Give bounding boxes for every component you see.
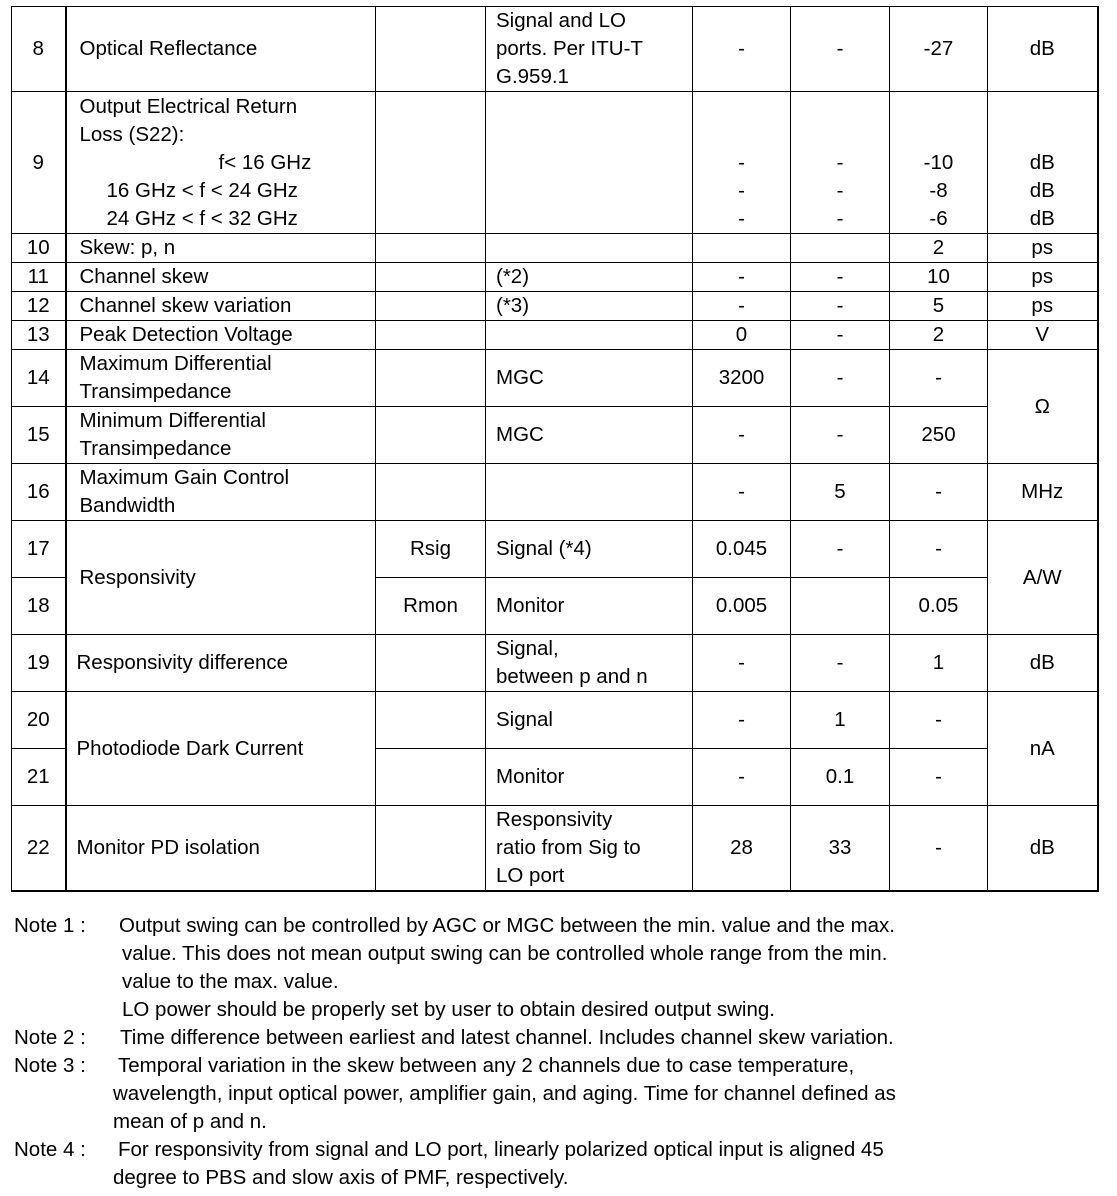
typ-value: - [791,263,890,292]
unit: dB [988,7,1098,92]
max-value: 10 [890,263,988,292]
table-row [12,635,1098,692]
parameter-name: Peak Detection Voltage [66,321,376,350]
symbol [376,321,486,350]
typ-value [791,234,890,263]
row-number: 22 [12,806,66,892]
symbol [376,692,486,749]
unit: dB dB dB [988,92,1098,234]
max-value: - [890,350,988,407]
unit: V [988,321,1098,350]
typ-value: 5 [791,464,890,521]
unit: MHz [988,464,1098,521]
row-number: 19 [12,635,66,692]
max-value: 250 [890,407,988,464]
unit: nA [988,692,1098,806]
condition: Signal (*4) [486,521,693,578]
frequency-range: 16 GHz < f < 24 GHz [106,178,298,202]
max-value: - [890,749,988,806]
symbol [376,92,486,234]
table-row [12,321,1098,350]
symbol: Rmon [376,578,486,635]
symbol [376,635,486,692]
table-row [12,521,1098,578]
table-row [12,806,1098,892]
min-value: - [693,263,791,292]
row-number: 8 [12,7,66,92]
parameter-name: Channel skew [66,263,376,292]
max-value: - [890,806,988,892]
typ-value: - [791,521,890,578]
typ-value: 33 [791,806,890,892]
row-number: 16 [12,464,66,521]
typ-value: - [791,635,890,692]
unit: ps [988,263,1098,292]
condition: Signal [486,692,693,749]
note-4: Note 4 : For responsivity from signal and LO port, linearly polarized optical input is aligned 45 degree to PBS and slow axis of PMF, respectively. [14,1138,884,1189]
condition: Responsivity ratio from Sig to LO port [486,806,693,892]
min-value: 3200 [693,350,791,407]
min-value: - [693,464,791,521]
frequency-range: 24 GHz < f < 32 GHz [106,206,298,230]
notes-section [14,912,896,1192]
row-number: 14 [12,350,66,407]
condition: MGC [486,407,693,464]
frequency-range: f< 16 GHz [218,150,312,174]
min-value: - [693,7,791,92]
max-value: - [890,521,988,578]
symbol [376,292,486,321]
row-number: 18 [12,578,66,635]
typ-value: - - - [791,92,890,234]
symbol [376,234,486,263]
condition [486,234,693,263]
parameter-name: Photodiode Dark Current [66,692,376,806]
min-value: - [693,692,791,749]
max-value: 2 [890,234,988,263]
parameter-name: Minimum Differential Transimpedance [66,407,376,464]
condition: (*2) [486,263,693,292]
note-3: Note 3 : Temporal variation in the skew between any 2 channels due to case temperature, wavelength, input optical power, amplifier gain, and aging. Time for channel defined as mean of p and n. [14,1054,896,1133]
symbol [376,749,486,806]
table-row [12,234,1098,263]
unit: ps [988,234,1098,263]
row-number: 10 [12,234,66,263]
parameter-name: Skew: p, n [66,234,376,263]
parameter-name: Output Electrical Return Loss (S22): f< 16 GHz 16 GHz < f < 24 GHz 24 GHz < f < 32 GHz [66,92,376,234]
table-row [12,263,1098,292]
max-value: -27 [890,7,988,92]
typ-value: - [791,321,890,350]
max-value: 1 [890,635,988,692]
parameter-name: Monitor PD isolation [66,806,376,892]
condition [486,464,693,521]
symbol [376,806,486,892]
min-value: - [693,407,791,464]
typ-value: - [791,292,890,321]
symbol [376,350,486,407]
condition [486,321,693,350]
row-number: 11 [12,263,66,292]
parameter-name: Maximum Differential Transimpedance [66,350,376,407]
note-2: Note 2 : Time difference between earliest and latest channel. Includes channel skew variation. [14,1024,896,1052]
condition: (*3) [486,292,693,321]
row-number: 17 [12,521,66,578]
parameter-name: Maximum Gain Control Bandwidth [66,464,376,521]
condition: Monitor [486,578,693,635]
unit: ps [988,292,1098,321]
row-number: 13 [12,321,66,350]
min-value: - [693,635,791,692]
condition: Signal and LO ports. Per ITU-T G.959.1 [486,7,693,92]
symbol: Rsig [376,521,486,578]
min-value: 0 [693,321,791,350]
row-number: 15 [12,407,66,464]
typ-value: - [791,350,890,407]
symbol [376,263,486,292]
unit: dB [988,806,1098,892]
min-value: - [693,292,791,321]
table-row [12,464,1098,521]
row-number: 9 [12,92,66,234]
typ-value: - [791,7,890,92]
min-value: 0.005 [693,578,791,635]
max-value: - [890,692,988,749]
typ-value [791,578,890,635]
symbol [376,7,486,92]
table-row [12,407,1098,464]
min-value [693,234,791,263]
max-value: - [890,464,988,521]
max-value: -10 -8 -6 [890,92,988,234]
spec-table [11,6,1099,892]
row-number: 21 [12,749,66,806]
symbol [376,407,486,464]
unit: A/W [988,521,1098,635]
table-row [12,350,1098,407]
condition: Monitor [486,749,693,806]
row-number: 12 [12,292,66,321]
typ-value: 1 [791,692,890,749]
min-value: - - - [693,92,791,234]
parameter-name: Channel skew variation [66,292,376,321]
max-value: 5 [890,292,988,321]
note-label: Note 2 : [14,1026,86,1049]
table-row [12,92,1098,234]
table-row [12,7,1098,92]
max-value: 0.05 [890,578,988,635]
condition [486,92,693,234]
min-value: 28 [693,806,791,892]
unit: dB [988,635,1098,692]
condition: Signal, between p and n [486,635,693,692]
parameter-name: Responsivity difference [66,635,376,692]
note-1: Note 1 : Output swing can be controlled by AGC or MGC between the min. value and the max. value. This does not mean output swing can be controlled whole range from the min. value to the max. value. LO power should be properly set by user to obtain desired output swing. [14,914,895,1021]
parameter-name: Responsivity [66,521,376,635]
max-value: 2 [890,321,988,350]
row-number: 20 [12,692,66,749]
typ-value: 0.1 [791,749,890,806]
table-row [12,692,1098,749]
typ-value: - [791,407,890,464]
min-value: 0.045 [693,521,791,578]
table-row [12,292,1098,321]
parameter-name: Optical Reflectance [66,7,376,92]
unit: Ω [988,350,1098,464]
note-label: Note 1 : [14,914,86,937]
symbol [376,464,486,521]
note-label: Note 3 : [14,1054,86,1077]
min-value: - [693,749,791,806]
note-label: Note 4 : [14,1138,86,1161]
condition: MGC [486,350,693,407]
